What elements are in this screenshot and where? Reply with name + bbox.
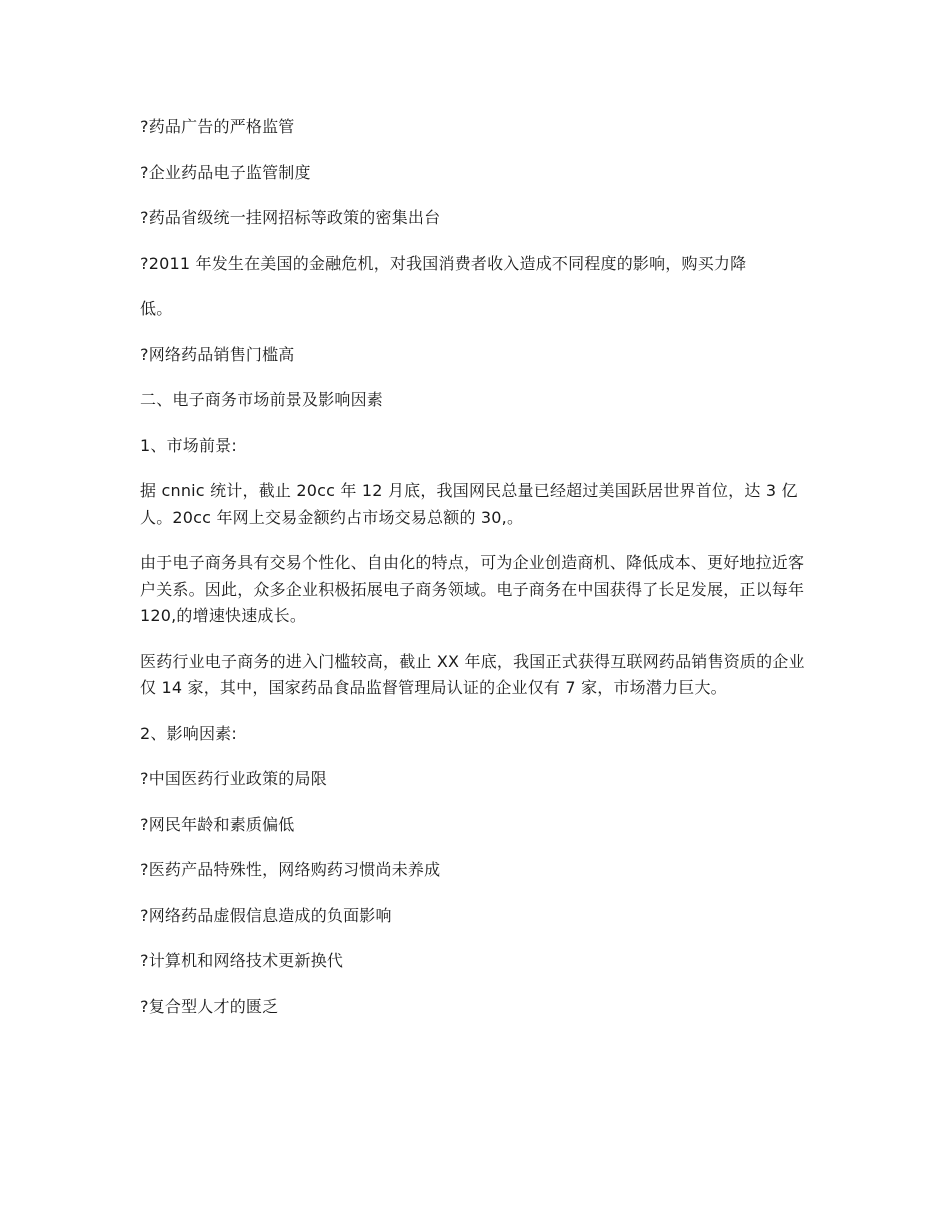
document-body bbox=[140, 114, 812, 1039]
paragraph-continuation: 低。 bbox=[140, 299, 173, 318]
bullet-item: ?网络药品销售门槛高 bbox=[140, 344, 295, 364]
bullet-item: ?2011 年发生在美国的金融危机，对我国消费者收入造成不同程度的影响，购买力降 bbox=[140, 253, 747, 273]
bullet-item: ?计算机和网络技术更新换代 bbox=[140, 951, 344, 970]
body-paragraph: 医药行业电子商务的进入门槛较高，截止 XX 年底，我国正式获得互联网药品销售资质的企业仅 14 家，其中，国家药品食品监督管理局认证的企业仅有 7 家，市场潜力巨大。 bbox=[140, 651, 805, 697]
bullet-item: ?中国医药行业政策的局限 bbox=[140, 769, 327, 788]
bullet-item: ?网民年龄和素质偏低 bbox=[140, 814, 295, 834]
bullet-item: ?复合型人才的匮乏 bbox=[140, 996, 279, 1016]
bullet-item: ?网络药品虚假信息造成的负面影响 bbox=[140, 905, 392, 925]
body-paragraph: 据 cnnic 统计，截止 20cc 年 12 月底，我国网民总量已经超过美国跃居世界首位，达 3 亿人。20cc 年网上交易金额约占市场交易总额的 30,。 bbox=[140, 481, 798, 527]
body-paragraph: 由于电子商务具有交易个性化、自由化的特点，可为企业创造商机、降低成本、更好地拉近客户关系。因此，众多企业积极拓展电子商务领域。电子商务在中国获得了长足发展，正以每年 120,的增速快速成长。 bbox=[140, 553, 810, 625]
subsection-heading: 1、市场前景: bbox=[140, 435, 237, 455]
bullet-item: ?药品广告的严格监管 bbox=[140, 117, 295, 136]
bullet-item: ?药品省级统一挂网招标等政策的密集出台 bbox=[140, 208, 441, 227]
section-heading: 二、电子商务市场前景及影响因素 bbox=[140, 390, 384, 409]
bullet-item: ?医药产品特殊性，网络购药习惯尚未养成 bbox=[140, 860, 441, 879]
bullet-item: ?企业药品电子监管制度 bbox=[140, 162, 311, 182]
subsection-heading: 2、影响因素: bbox=[140, 723, 237, 743]
